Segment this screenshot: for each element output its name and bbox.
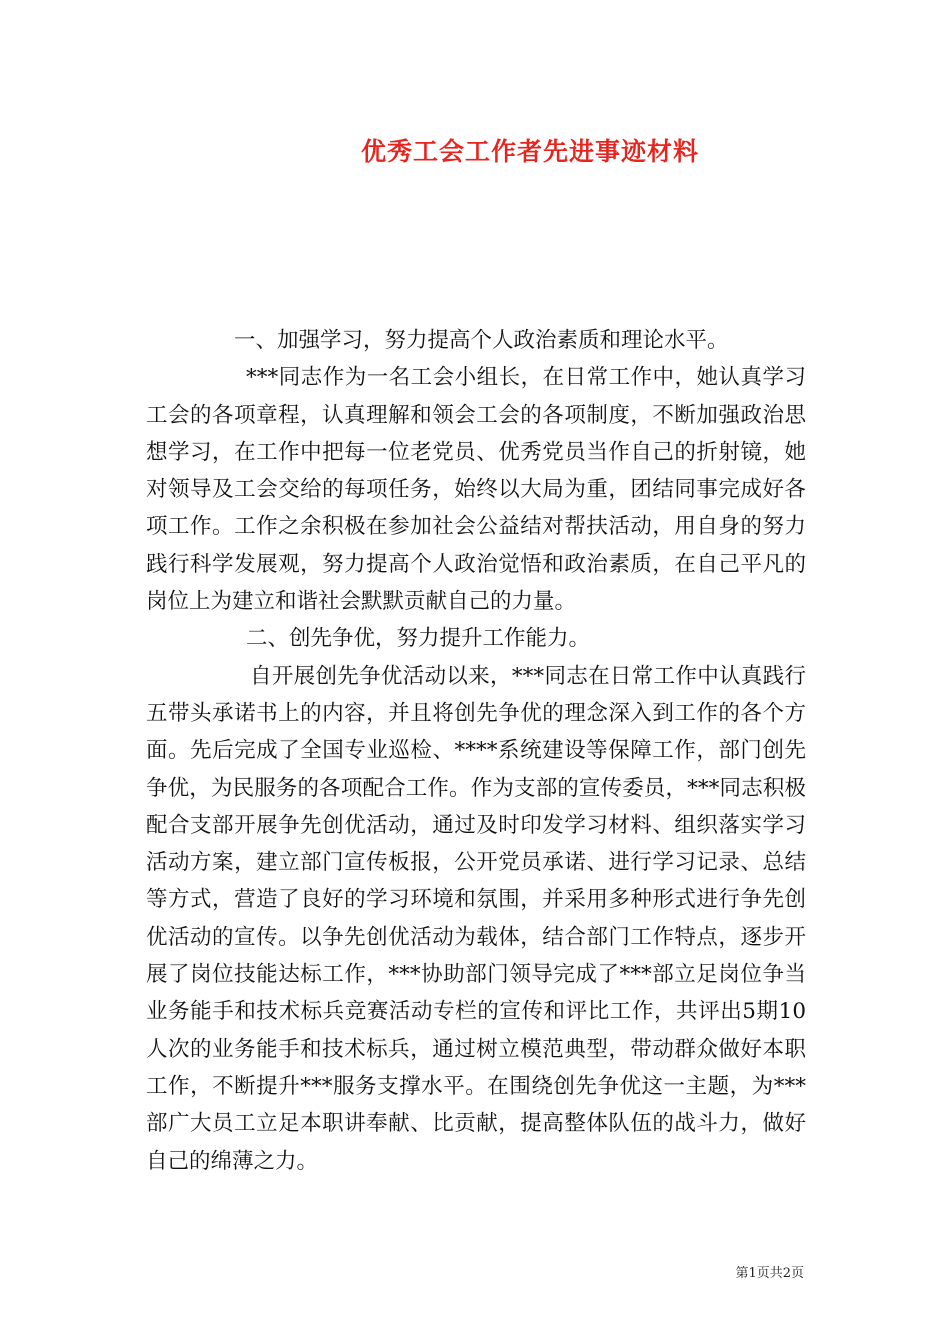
section-heading-1: 一、加强学习，努力提高个人政治素质和理论水平。 <box>234 328 729 353</box>
section-paragraph-2: 自开展创先争优活动以来，***同志在日常工作中认真践行五带头承诺书上的内容，并且将创先争优的理念深入到工作的各个方面。先后完成了全国专业巡检、****系统建设等保障工作，部门创先争优，为民服务的各项配合工作。作为支部的宣传委员，***同志积极配合支部开展争先创优活动，通过及时印发学习材料、组织落实学习活动方案，建立部门宣传板报，公开党员承诺、进行学习记录、总结等方式，营造了良好的学习环境和氛围，并采用多种形式进行争先创优活动的宣传。以争先创优活动为载体，结合部门工作特点，逐步开展了岗位技能达标工作，***协助部门领导完成了***部立足岗位争当业务能手和技术标兵竞赛活动专栏的宣传和评比工作，共评出5期10人次的业务能手和技术标兵，通过树立模范典型，带动群众做好本职工作，不断提升***服务支撑水平。在围绕创先争优这一主题，为***部广大员工立足本职讲奉献、比贡献，提高整体队伍的战斗力，做好自己的绵薄之力。 <box>146 663 806 1174</box>
page-footer: 第1页共2页 <box>735 1266 804 1281</box>
section-paragraph-1: ***同志作为一名工会小组长，在日常工作中，她认真学习工会的各项章程，认真理解和领会工会的各项制度，不断加强政治思想学习，在工作中把每一位老党员、优秀党员当作自己的折射镜，她对领导及工会交给的每项任务，始终以大局为重，团结同事完成好各项工作。工作之余积极在参加社会公益结对帮扶活动，用自身的努力践行科学发展观，努力提高个人政治觉悟和政治素质，在自己平凡的岗位上为建立和谐社会默默贡献自己的力量。 <box>146 365 806 615</box>
document-body <box>146 322 806 1180</box>
section-heading-2: 二、创先争优，努力提升工作能力。 <box>246 626 591 652</box>
document-title: 优秀工会工作者先进事迹材料 <box>360 137 699 166</box>
